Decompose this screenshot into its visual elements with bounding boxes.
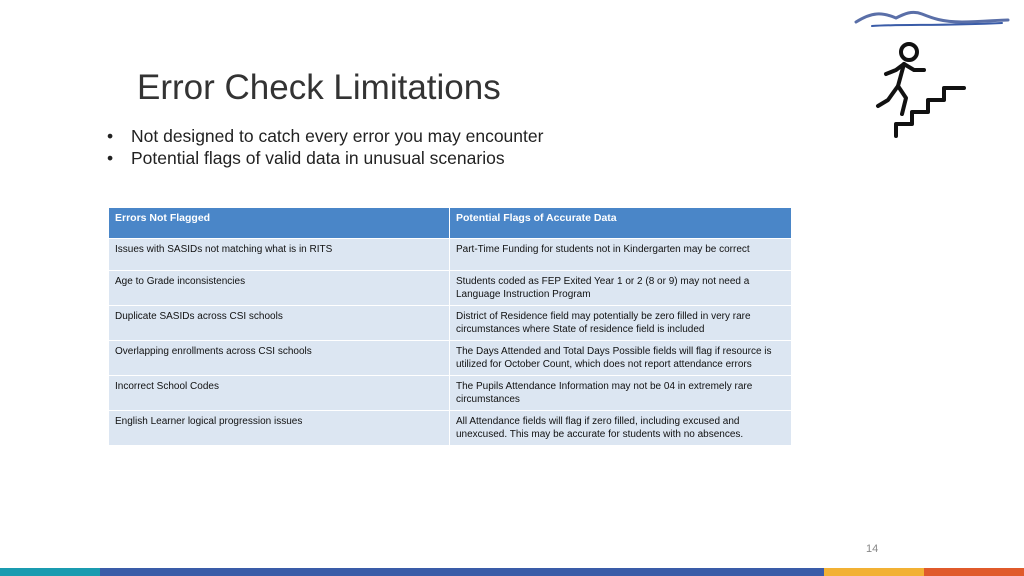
footer-segment-blue (100, 568, 824, 576)
table-cell: The Days Attended and Total Days Possible fields will flag if resource is utilized for October Count, which does not report attendance errors (450, 341, 792, 376)
table-cell: District of Residence field may potentially be zero filled in very rare circumstances where State of residence field is included (450, 306, 792, 341)
footer-segment-yellow (824, 568, 924, 576)
table-cell: English Learner logical progression issues (109, 411, 450, 446)
footer-segment-teal (0, 568, 100, 576)
table-row (109, 411, 792, 446)
table-cell: Duplicate SASIDs across CSI schools (109, 306, 450, 341)
footer-segment-orange (924, 568, 1024, 576)
slide-title: Error Check Limitations (137, 68, 501, 107)
table-header-row (109, 208, 792, 239)
table-row (109, 341, 792, 376)
table-cell: Age to Grade inconsistencies (109, 271, 450, 306)
footer-color-bar (0, 568, 1024, 576)
table-row (109, 271, 792, 306)
table-row (109, 376, 792, 411)
table-cell: Overlapping enrollments across CSI schools (109, 341, 450, 376)
page-number: 14 (866, 543, 879, 555)
bullet-item: • Potential flags of valid data in unusual scenarios (107, 148, 505, 168)
bullet-item: • Not designed to catch every error you may encounter (107, 126, 544, 146)
table-row (109, 306, 792, 341)
person-climbing-stairs-icon (868, 40, 968, 140)
mountain-logo-icon (852, 8, 1010, 30)
table-cell: Part-Time Funding for students not in Kindergarten may be correct (450, 239, 792, 271)
table-cell: All Attendance fields will flag if zero filled, including excused and unexcused. This may be accurate for students with no absences. (450, 411, 792, 446)
table-cell: Issues with SASIDs not matching what is in RITS (109, 239, 450, 271)
table-row (109, 239, 792, 271)
table-cell: Incorrect School Codes (109, 376, 450, 411)
table-cell: The Pupils Attendance Information may not be 04 in extremely rare circumstances (450, 376, 792, 411)
bullet-list (107, 125, 543, 169)
limitations-table (108, 207, 792, 446)
column-header-errors-not-flagged: Errors Not Flagged (109, 208, 450, 239)
table-cell: Students coded as FEP Exited Year 1 or 2 (8 or 9) may not need a Language Instruction Program (450, 271, 792, 306)
column-header-potential-flags: Potential Flags of Accurate Data (450, 208, 792, 239)
